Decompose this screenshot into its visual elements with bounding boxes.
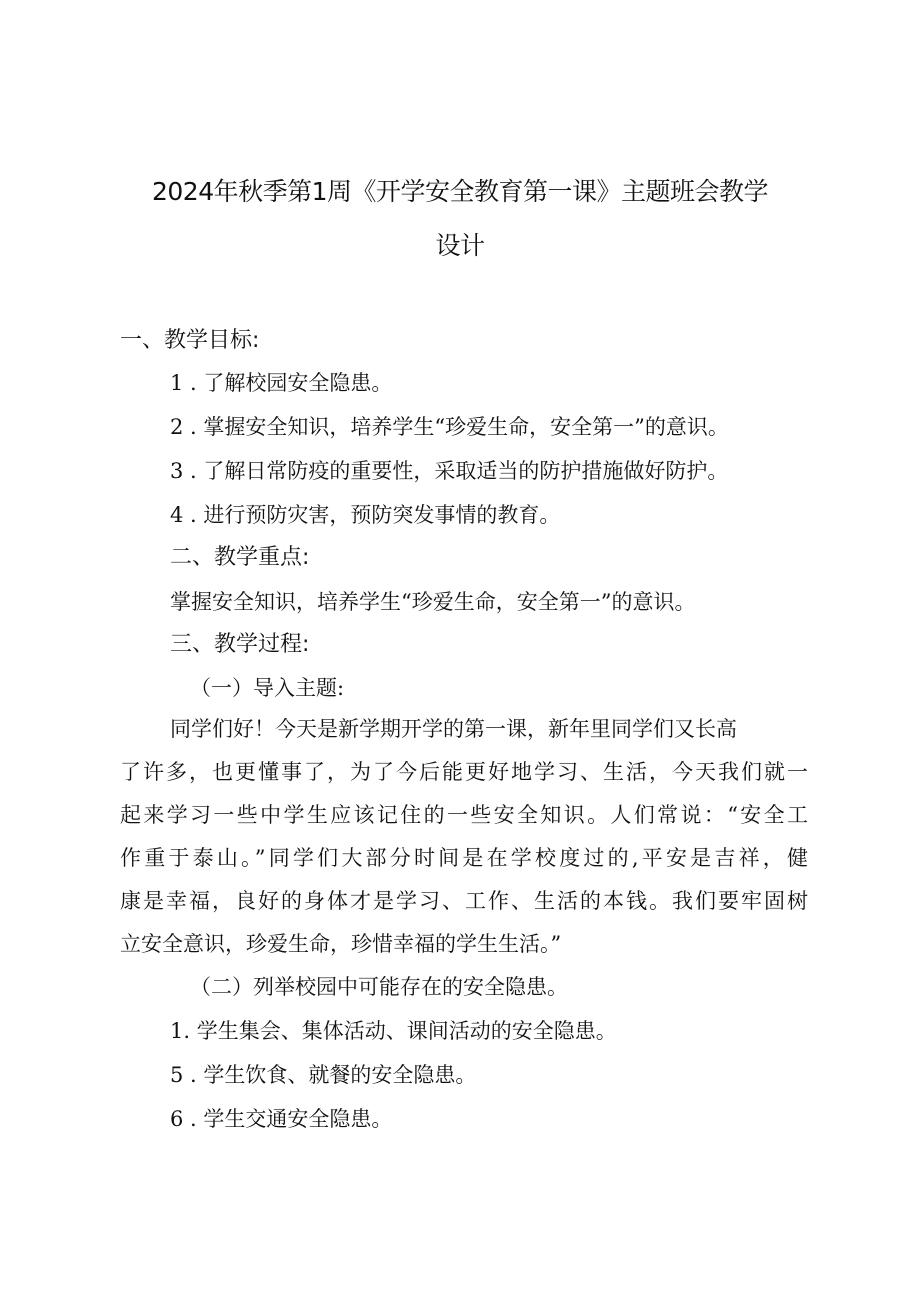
document-title-line-1: 2024年秋季第1周《开学安全教育第一课》主题班会教学 xyxy=(151,177,769,206)
hazard-item-1: 1. 学生集会、集体活动、课间活动的安全隐患。 xyxy=(170,1019,617,1043)
section-2-heading: 二、教学重点: xyxy=(170,545,310,570)
intro-paragraph-line-5: 康是幸福，良好的身体才是学习、工作、生活的本钱。我们要牢固树 xyxy=(120,889,808,913)
objective-item-4: 4 . 进行预防灾害，预防突发事情的教育。 xyxy=(170,503,561,527)
intro-paragraph-line-4: 作重于泰山。”同学们大部分时间是在学校度过的,平安是吉祥，健 xyxy=(120,846,808,870)
objective-item-1: 1 . 了解校园安全隐患。 xyxy=(170,371,393,395)
intro-paragraph-line-3: 起来学习一些中学生应该记住的一些安全知识。人们常说：“安全工 xyxy=(120,803,808,827)
section-1-heading: 一、教学目标: xyxy=(120,328,260,353)
hazard-item-6: 6 . 学生交通安全隐患。 xyxy=(170,1107,393,1131)
objective-item-2: 2 . 掌握安全知识，培养学生“珍爱生命，安全第一”的意识。 xyxy=(170,415,729,439)
document-title-line-2: 设计 xyxy=(435,231,485,260)
hazard-item-5: 5 . 学生饮食、就餐的安全隐患。 xyxy=(170,1063,477,1087)
subsection-1-heading: （一）导入主题: xyxy=(190,676,345,700)
objective-item-3: 3 . 了解日常防疫的重要性，采取适当的防护措施做好防护。 xyxy=(170,459,729,483)
intro-paragraph-line-2: 了许多，也更懂事了，为了今后能更好地学习、生活，今天我们就一 xyxy=(120,760,808,784)
subsection-2-heading: （二）列举校园中可能存在的安全隐患。 xyxy=(190,975,568,999)
key-point-text: 掌握安全知识，培养学生“珍爱生命，安全第一”的意识。 xyxy=(170,590,696,614)
intro-paragraph-line-1: 同学们好！今天是新学期开学的第一课，新年里同学们又长高 xyxy=(170,717,737,741)
section-3-heading: 三、教学过程: xyxy=(170,632,310,657)
intro-paragraph-line-6: 立安全意识，珍爱生命，珍惜幸福的学生生活。” xyxy=(120,932,562,956)
